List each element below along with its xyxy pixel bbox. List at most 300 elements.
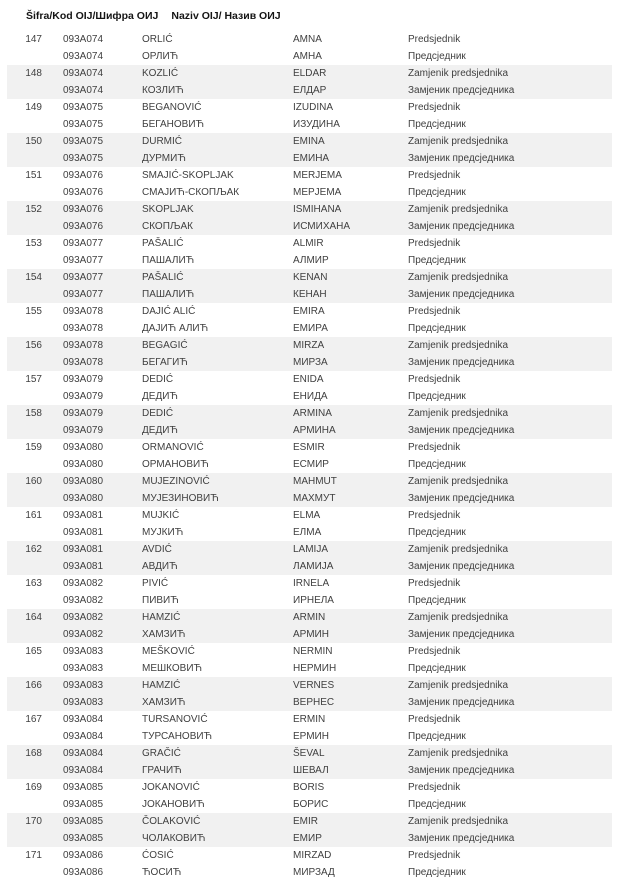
table-row xyxy=(7,48,612,65)
surname: ЧОЛАКОВИЋ xyxy=(142,833,206,844)
oij-code: 093A078 xyxy=(63,306,104,317)
oij-code: 093A082 xyxy=(63,578,104,589)
table-row xyxy=(7,745,612,762)
oij-code: 093A085 xyxy=(63,799,104,810)
first-name: АРМИН xyxy=(293,629,329,640)
row-number xyxy=(7,796,42,813)
surname: ПИВИЋ xyxy=(142,595,179,606)
position: Predsjednik xyxy=(408,850,461,861)
table-row xyxy=(7,235,612,252)
table-row xyxy=(7,830,612,847)
oij-code: 093A081 xyxy=(63,561,104,572)
oij-code: 093A078 xyxy=(63,357,104,368)
table-row xyxy=(7,99,612,116)
table-row xyxy=(7,218,612,235)
table-row xyxy=(7,422,612,439)
surname: ПАШАЛИЋ xyxy=(142,289,195,300)
first-name: MIRZAD xyxy=(293,850,332,861)
table-row xyxy=(7,711,612,728)
first-name: КЕНАН xyxy=(293,289,327,300)
oij-code: 093A079 xyxy=(63,374,104,385)
first-name: МЕРЈЕМА xyxy=(293,187,342,198)
first-name: ЕЛДАР xyxy=(293,85,327,96)
oij-code: 093A085 xyxy=(63,782,104,793)
oij-code: 093A077 xyxy=(63,238,104,249)
row-number xyxy=(7,626,42,643)
position: Zamjenik predsjednika xyxy=(408,340,509,351)
oij-code: 093A078 xyxy=(63,323,104,334)
position: Zamjenik predsjednika xyxy=(408,136,509,147)
first-name: EMIR xyxy=(293,816,318,827)
table-row xyxy=(7,31,612,48)
first-name: МИРЗАД xyxy=(293,867,335,878)
oij-code: 093A081 xyxy=(63,527,104,538)
position: Zamjenik predsjednika xyxy=(408,408,509,419)
table-row xyxy=(7,133,612,150)
row-number: 160 xyxy=(25,476,42,487)
surname: DURMIĆ xyxy=(142,136,182,147)
entry-band xyxy=(7,847,612,881)
first-name: ИРНЕЛА xyxy=(293,595,334,606)
table-row xyxy=(7,847,612,864)
entry-band xyxy=(7,235,612,269)
entry-band xyxy=(7,133,612,167)
row-number: 148 xyxy=(25,68,42,79)
table-row xyxy=(7,82,612,99)
oij-code: 093A080 xyxy=(63,493,104,504)
row-number xyxy=(7,48,42,65)
entry-band xyxy=(7,813,612,847)
oij-code: 093A078 xyxy=(63,340,104,351)
first-name: ENIDA xyxy=(293,374,324,385)
oij-code: 093A077 xyxy=(63,289,104,300)
position: Zamjenik predsjednika xyxy=(408,612,509,623)
entry-band xyxy=(7,371,612,405)
first-name: ИСМИХАНА xyxy=(293,221,351,232)
row-number xyxy=(7,592,42,609)
position: Zamjenik predsjednika xyxy=(408,748,509,759)
first-name: ELDAR xyxy=(293,68,327,79)
row-number: 164 xyxy=(25,612,42,623)
surname: JOKANOVIĆ xyxy=(142,782,200,793)
first-name: AMNA xyxy=(293,34,322,45)
row-number xyxy=(7,830,42,847)
position: Предсједник xyxy=(408,731,466,742)
oij-code: 093A079 xyxy=(63,425,104,436)
surname: PAŠALIĆ xyxy=(142,272,184,283)
row-number: 155 xyxy=(25,306,42,317)
position: Предсједник xyxy=(408,663,466,674)
surname: DEDIĆ xyxy=(142,408,174,419)
entry-band xyxy=(7,439,612,473)
table-row xyxy=(7,286,612,303)
surname: МЕШКОВИЋ xyxy=(142,663,203,674)
surname: SKOPLJAK xyxy=(142,204,194,215)
table-row xyxy=(7,609,612,626)
position: Predsjednik xyxy=(408,578,461,589)
table-row xyxy=(7,252,612,269)
oij-code: 093A084 xyxy=(63,765,104,776)
first-name: АМНА xyxy=(293,51,322,62)
table-body xyxy=(0,31,618,881)
first-name: MERJEMA xyxy=(293,170,342,181)
position: Predsjednik xyxy=(408,646,461,657)
surname: MUJEZINOVIĆ xyxy=(142,476,210,487)
entry-band xyxy=(7,507,612,541)
table-row xyxy=(7,337,612,354)
first-name: БОРИС xyxy=(293,799,329,810)
table-row xyxy=(7,405,612,422)
oij-code: 093A080 xyxy=(63,459,104,470)
table-row xyxy=(7,677,612,694)
surname: МУЈКИЋ xyxy=(142,527,184,538)
oij-code: 093A080 xyxy=(63,476,104,487)
surname: КОЗЛИЋ xyxy=(142,85,184,96)
surname: MUJKIĆ xyxy=(142,510,180,521)
entry-band xyxy=(7,609,612,643)
surname: SMAJIĆ-SKOPLJAK xyxy=(142,170,234,181)
position: Zamjenik predsjednika xyxy=(408,816,509,827)
row-number xyxy=(7,252,42,269)
position: Замјеник предсједника xyxy=(408,765,515,776)
oij-code: 093A079 xyxy=(63,408,104,419)
oij-code: 093A074 xyxy=(63,34,104,45)
oij-code: 093A075 xyxy=(63,102,104,113)
first-name: VERNES xyxy=(293,680,335,691)
entry-band xyxy=(7,711,612,745)
table-header xyxy=(0,0,618,24)
surname: ХАМЗИЋ xyxy=(142,629,186,640)
table-row xyxy=(7,371,612,388)
entry-band xyxy=(7,541,612,575)
table-row xyxy=(7,473,612,490)
surname: AVDIĆ xyxy=(142,544,172,555)
surname: GRAČIĆ xyxy=(142,748,181,759)
table-row xyxy=(7,320,612,337)
first-name: NERMIN xyxy=(293,646,333,657)
row-number xyxy=(7,150,42,167)
first-name: ШЕВАЛ xyxy=(293,765,329,776)
surname: BEGANOVIĆ xyxy=(142,102,202,113)
oij-code: 093A081 xyxy=(63,510,104,521)
position: Predsjednik xyxy=(408,442,461,453)
position: Замјеник предсједника xyxy=(408,493,515,504)
row-number xyxy=(7,728,42,745)
first-name: ЕРМИН xyxy=(293,731,329,742)
table-row xyxy=(7,813,612,830)
surname: ČOLAKOVIĆ xyxy=(142,816,201,827)
table-row xyxy=(7,660,612,677)
header-name-label: Naziv OIJ/ Назив ОИЈ xyxy=(171,10,281,22)
first-name: ЕНИДА xyxy=(293,391,328,402)
table-row xyxy=(7,796,612,813)
surname: DAJIĆ ALIĆ xyxy=(142,306,196,317)
row-number: 167 xyxy=(25,714,42,725)
entry-band xyxy=(7,303,612,337)
position: Predsjednik xyxy=(408,238,461,249)
row-number: 162 xyxy=(25,544,42,555)
surname: BEGAGIĆ xyxy=(142,340,188,351)
surname: ЋОСИЋ xyxy=(142,867,182,878)
surname: HAMZIĆ xyxy=(142,680,181,691)
position: Предсједник xyxy=(408,323,466,334)
row-number: 165 xyxy=(25,646,42,657)
entry-band xyxy=(7,473,612,507)
surname: СКОПЉАК xyxy=(142,221,193,232)
row-number xyxy=(7,320,42,337)
oij-code: 093A083 xyxy=(63,697,104,708)
first-name: ELMA xyxy=(293,510,321,521)
entry-band xyxy=(7,201,612,235)
table-row xyxy=(7,762,612,779)
surname: DEDIĆ xyxy=(142,374,174,385)
position: Предсједник xyxy=(408,187,466,198)
position: Predsjednik xyxy=(408,782,461,793)
row-number xyxy=(7,694,42,711)
oij-code: 093A082 xyxy=(63,612,104,623)
table-row xyxy=(7,694,612,711)
entry-band xyxy=(7,405,612,439)
oij-code: 093A085 xyxy=(63,833,104,844)
position: Zamjenik predsjednika xyxy=(408,272,509,283)
header-code-label: Šifra/Kod OIJ/Шифра ОИЈ xyxy=(26,10,159,22)
first-name: LAMIJA xyxy=(293,544,329,555)
row-number: 163 xyxy=(25,578,42,589)
position: Predsjednik xyxy=(408,34,461,45)
first-name: НЕРМИН xyxy=(293,663,337,674)
oij-code: 093A086 xyxy=(63,850,104,861)
position: Zamjenik predsjednika xyxy=(408,680,509,691)
first-name: ALMIR xyxy=(293,238,324,249)
first-name: MAHMUT xyxy=(293,476,337,487)
oij-code: 093A084 xyxy=(63,714,104,725)
position: Предсједник xyxy=(408,799,466,810)
oij-code: 093A074 xyxy=(63,85,104,96)
table-row xyxy=(7,643,612,660)
first-name: ŠEVAL xyxy=(293,748,325,759)
position: Замјеник предсједника xyxy=(408,357,515,368)
position: Замјеник предсједника xyxy=(408,85,515,96)
position: Zamjenik predsjednika xyxy=(408,68,509,79)
first-name: ARMINA xyxy=(293,408,332,419)
table-row xyxy=(7,626,612,643)
oij-code: 093A076 xyxy=(63,204,104,215)
first-name: ЕМИНА xyxy=(293,153,330,164)
table-row xyxy=(7,201,612,218)
first-name: EMIRA xyxy=(293,306,325,317)
first-name: IZUDINA xyxy=(293,102,333,113)
position: Predsjednik xyxy=(408,374,461,385)
row-number xyxy=(7,456,42,473)
surname: БЕГАНОВИЋ xyxy=(142,119,205,130)
table-row xyxy=(7,388,612,405)
oij-code: 093A074 xyxy=(63,68,104,79)
row-number xyxy=(7,218,42,235)
first-name: МАХМУТ xyxy=(293,493,336,504)
table-row xyxy=(7,524,612,541)
surname: ЈОКАНОВИЋ xyxy=(142,799,205,810)
row-number xyxy=(7,388,42,405)
row-number xyxy=(7,184,42,201)
entry-band xyxy=(7,269,612,303)
row-number: 149 xyxy=(25,102,42,113)
table-row xyxy=(7,728,612,745)
row-number: 158 xyxy=(25,408,42,419)
entry-band xyxy=(7,65,612,99)
table-row xyxy=(7,150,612,167)
entry-band xyxy=(7,677,612,711)
position: Замјеник предсједника xyxy=(408,833,515,844)
position: Zamjenik predsjednika xyxy=(408,204,509,215)
surname: KOZLIĆ xyxy=(142,68,179,79)
surname: ДЕДИЋ xyxy=(142,425,178,436)
row-number: 159 xyxy=(25,442,42,453)
first-name: ЕСМИР xyxy=(293,459,329,470)
oij-code: 093A084 xyxy=(63,748,104,759)
position: Предсједник xyxy=(408,527,466,538)
surname: ГРАЧИЋ xyxy=(142,765,182,776)
row-number xyxy=(7,82,42,99)
oij-code: 093A085 xyxy=(63,816,104,827)
row-number: 150 xyxy=(25,136,42,147)
oij-code: 093A082 xyxy=(63,629,104,640)
row-number: 168 xyxy=(25,748,42,759)
oij-code: 093A083 xyxy=(63,680,104,691)
position: Предсједник xyxy=(408,255,466,266)
row-number: 161 xyxy=(25,510,42,521)
row-number: 169 xyxy=(25,782,42,793)
row-number xyxy=(7,524,42,541)
row-number: 171 xyxy=(25,850,42,861)
position: Predsjednik xyxy=(408,714,461,725)
position: Замјеник предсједника xyxy=(408,221,515,232)
position: Zamjenik predsjednika xyxy=(408,544,509,555)
position: Замјеник предсједника xyxy=(408,425,515,436)
table-row xyxy=(7,116,612,133)
entry-band xyxy=(7,745,612,779)
first-name: ЕМИРА xyxy=(293,323,328,334)
surname: ДЕДИЋ xyxy=(142,391,178,402)
first-name: ERMIN xyxy=(293,714,326,725)
surname: БЕГАГИЋ xyxy=(142,357,188,368)
table-row xyxy=(7,354,612,371)
position: Замјеник предсједника xyxy=(408,561,515,572)
row-number xyxy=(7,116,42,133)
surname: PIVIĆ xyxy=(142,578,169,589)
surname: ORLIĆ xyxy=(142,34,173,45)
first-name: ВЕРНЕС xyxy=(293,697,335,708)
entry-band xyxy=(7,167,612,201)
table-row xyxy=(7,490,612,507)
surname: ДУРМИЋ xyxy=(142,153,186,164)
position: Предсједник xyxy=(408,119,466,130)
table-row xyxy=(7,575,612,592)
table-row xyxy=(7,779,612,796)
first-name: KENAN xyxy=(293,272,328,283)
first-name: АЛМИР xyxy=(293,255,329,266)
surname: ORMANOVIĆ xyxy=(142,442,204,453)
row-number: 156 xyxy=(25,340,42,351)
table-row xyxy=(7,269,612,286)
entry-band xyxy=(7,99,612,133)
row-number: 152 xyxy=(25,204,42,215)
row-number xyxy=(7,354,42,371)
oij-code: 093A074 xyxy=(63,51,104,62)
table-row xyxy=(7,456,612,473)
table-row xyxy=(7,541,612,558)
position: Замјеник предсједника xyxy=(408,153,515,164)
row-number: 154 xyxy=(25,272,42,283)
position: Predsjednik xyxy=(408,102,461,113)
table-row xyxy=(7,558,612,575)
entry-band xyxy=(7,337,612,371)
surname: ОРЛИЋ xyxy=(142,51,179,62)
position: Predsjednik xyxy=(408,306,461,317)
oij-code: 093A076 xyxy=(63,170,104,181)
row-number xyxy=(7,864,42,881)
surname: СМАЈИЋ-СКОПЉАК xyxy=(142,187,240,198)
oij-code: 093A082 xyxy=(63,595,104,606)
surname: HAMZIĆ xyxy=(142,612,181,623)
oij-code: 093A075 xyxy=(63,153,104,164)
row-number: 147 xyxy=(25,34,42,45)
surname: PAŠALIĆ xyxy=(142,238,184,249)
first-name: МИРЗА xyxy=(293,357,328,368)
oij-code: 093A086 xyxy=(63,867,104,878)
table-row xyxy=(7,65,612,82)
position: Zamjenik predsjednika xyxy=(408,476,509,487)
position: Замјеник предсједника xyxy=(408,697,515,708)
surname: ХАМЗИЋ xyxy=(142,697,186,708)
position: Предсједник xyxy=(408,51,466,62)
table-row xyxy=(7,864,612,881)
position: Predsjednik xyxy=(408,170,461,181)
surname: ОРМАНОВИЋ xyxy=(142,459,209,470)
row-number xyxy=(7,490,42,507)
position: Предсједник xyxy=(408,391,466,402)
oij-code: 093A084 xyxy=(63,731,104,742)
table-row xyxy=(7,507,612,524)
row-number xyxy=(7,660,42,677)
oij-code: 093A075 xyxy=(63,119,104,130)
oij-code: 093A080 xyxy=(63,442,104,453)
table-row xyxy=(7,303,612,320)
surname: МУЈЕЗИНОВИЋ xyxy=(142,493,219,504)
position: Замјеник предсједника xyxy=(408,629,515,640)
first-name: BORIS xyxy=(293,782,325,793)
position: Предсједник xyxy=(408,459,466,470)
first-name: ISMIHANA xyxy=(293,204,342,215)
row-number: 166 xyxy=(25,680,42,691)
entry-band xyxy=(7,779,612,813)
oij-code: 093A083 xyxy=(63,646,104,657)
position: Predsjednik xyxy=(408,510,461,521)
surname: ĆOSIĆ xyxy=(142,850,174,861)
first-name: ЕМИР xyxy=(293,833,322,844)
oij-code: 093A079 xyxy=(63,391,104,402)
first-name: EMINA xyxy=(293,136,325,147)
surname: ТУРСАНОВИЋ xyxy=(142,731,213,742)
entry-band xyxy=(7,575,612,609)
surname: ДАЈИЋ АЛИЋ xyxy=(142,323,209,334)
oij-code: 093A076 xyxy=(63,221,104,232)
surname: TURSANOVIĆ xyxy=(142,714,208,725)
first-name: АРМИНА xyxy=(293,425,336,436)
row-number xyxy=(7,422,42,439)
first-name: ESMIR xyxy=(293,442,325,453)
table-row xyxy=(7,592,612,609)
position: Предсједник xyxy=(408,867,466,878)
